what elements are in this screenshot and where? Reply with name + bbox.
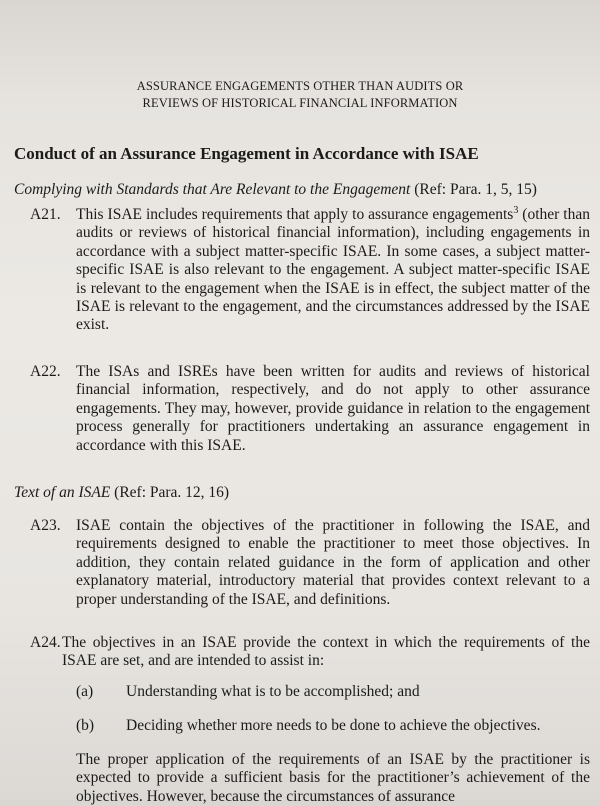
list-item-label: (b) bbox=[76, 717, 95, 734]
section-title: Conduct of an Assurance Engagement in Accordance with ISAE bbox=[14, 144, 479, 163]
footnote-marker: 3 bbox=[513, 204, 519, 216]
subsection-heading-italic: Text of an ISAE bbox=[14, 484, 111, 501]
paragraph-a22: The ISAs and ISREs have been written for audits and reviews of historical financial information, respectively, and do not apply to other assurance engagements. They may, however, provide guidance in relation to the engagement process generally for practitioners undertaking an assurance engagement in accordance with this ISAE. bbox=[76, 363, 590, 454]
paragraph-a21-text-2: (other than audits or reviews of historical financial information), including engagements in accordance with a subject matter-specific ISAE. In some cases, a subject matter-specific ISAE is also relevant to the engagement. A subject matter-specific ISAE is relevant to the engagement when the ISAE is in effect, the subject matter of the ISAE is relevant to the engagement, and the circumstances addressed by the ISAE exist. bbox=[76, 206, 590, 334]
paragraph-number-a24: A24. bbox=[30, 634, 61, 651]
header-line-2: REVIEWS OF HISTORICAL FINANCIAL INFORMATION bbox=[142, 96, 458, 110]
paragraph-number-a23: A23. bbox=[30, 517, 61, 534]
subsection-reference: (Ref: Para. 12, 16) bbox=[110, 484, 230, 501]
paragraph-a24-continuation: The proper application of the requirements of an ISAE by the practitioner is expected to provide a sufficient basis for the practitioner’s achievement of the objectives. However, because the circumstances of assurance bbox=[76, 751, 590, 805]
subsection-heading-complying bbox=[14, 181, 537, 199]
paragraph-a24: The objectives in an ISAE provide the context in which the requirements of the ISAE are set, and are intended to assist in: bbox=[62, 634, 590, 670]
running-header bbox=[0, 78, 600, 112]
list-item-a bbox=[76, 683, 93, 701]
subsection-heading-italic: Complying with Standards that Are Relevant to the Engagement bbox=[14, 181, 411, 198]
paragraph-number-a22: A22. bbox=[30, 363, 61, 380]
list-item-a-text: Understanding what is to be accomplished; and bbox=[126, 683, 420, 700]
paragraph-a21 bbox=[76, 206, 590, 335]
header-line-1: ASSURANCE ENGAGEMENTS OTHER THAN AUDITS OR bbox=[136, 79, 464, 93]
list-item-b-text: Deciding whether more needs to be done to achieve the objectives. bbox=[126, 717, 541, 734]
list-item-b bbox=[76, 717, 94, 735]
subsection-heading-text bbox=[14, 484, 229, 502]
paragraph-a21-text-1: This ISAE includes requirements that apply to assurance engagements bbox=[76, 206, 514, 223]
list-item-label: (a) bbox=[76, 683, 94, 700]
subsection-reference: (Ref: Para. 1, 5, 15) bbox=[410, 181, 537, 198]
paragraph-number-a21: A21. bbox=[30, 206, 61, 223]
paragraph-a23: ISAE contain the objectives of the practitioner in following the ISAE, and requirements designed to enable the practitioner to meet those objectives. In addition, they contain related guidance in the form of application and other explanatory material, introductory material that provides context relevant to a proper understanding of the ISAE, and definitions. bbox=[76, 517, 590, 608]
